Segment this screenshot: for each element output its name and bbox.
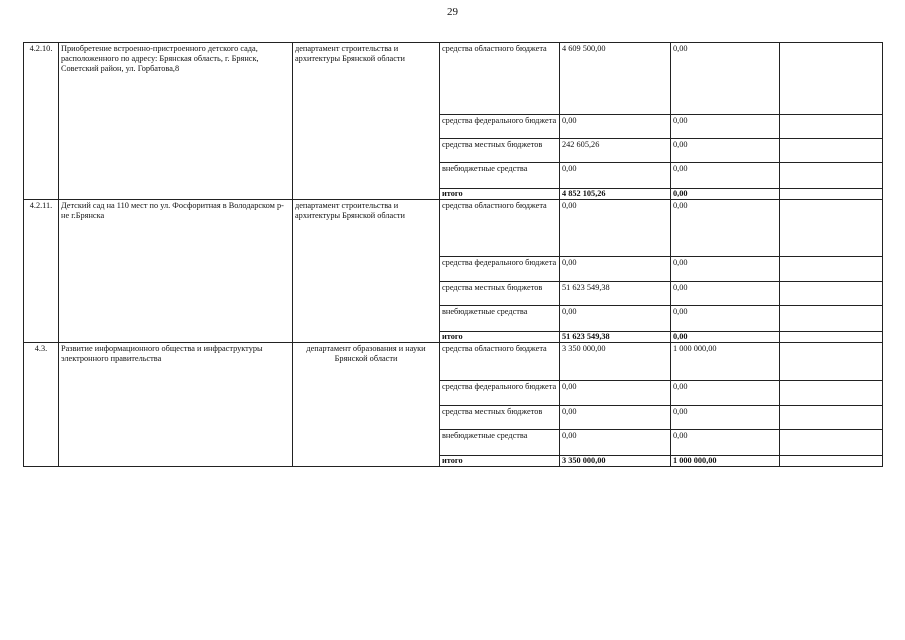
funding-source: итого [440,189,560,200]
amount-v3 [780,343,883,381]
item-name: Детский сад на 110 мест по ул. Фосфоритная в Володарском р-не г.Брянска [59,200,293,343]
amount-v1: 0,00 [560,306,671,332]
amount-v2: 1 000 000,00 [671,343,780,381]
amount-v1: 3 350 000,00 [560,456,671,467]
item-number: 4.2.10. [24,43,59,200]
amount-v2: 0,00 [671,257,780,282]
item-executor: департамент строительства и архитектуры Брянской области [293,200,440,343]
funding-source: средства областного бюджета [440,43,560,115]
budget-table [23,42,883,467]
amount-v2: 0,00 [671,189,780,200]
item-name: Приобретение встроенно-пристроенного детского сада, расположенного по адресу: Брянская область, г. Брянск, Советский район, ул. Горбатова,8 [59,43,293,200]
amount-v2: 0,00 [671,200,780,257]
table-row [24,43,883,115]
amount-v3 [780,189,883,200]
item-executor: департамент образования и науки Брянской области [293,343,440,467]
amount-v2: 0,00 [671,282,780,306]
funding-source: итого [440,332,560,343]
amount-v3 [780,257,883,282]
amount-v1: 4 609 500,00 [560,43,671,115]
page-number: 29 [447,6,458,18]
funding-source: средства местных бюджетов [440,139,560,163]
amount-v1: 242 605,26 [560,139,671,163]
amount-v1: 51 623 549,38 [560,282,671,306]
amount-v2: 0,00 [671,306,780,332]
funding-source: средства местных бюджетов [440,282,560,306]
table-row [24,200,883,257]
funding-source: средства областного бюджета [440,200,560,257]
amount-v1: 0,00 [560,115,671,139]
amount-v1: 51 623 549,38 [560,332,671,343]
amount-v3 [780,306,883,332]
funding-source: внебюджетные средства [440,306,560,332]
item-number: 4.2.11. [24,200,59,343]
amount-v3 [780,456,883,467]
amount-v2: 0,00 [671,115,780,139]
funding-source: средства федерального бюджета [440,381,560,406]
amount-v3 [780,332,883,343]
item-number: 4.3. [24,343,59,467]
amount-v2: 0,00 [671,332,780,343]
item-name: Развитие информационного общества и инфраструктуры электронного правительства [59,343,293,467]
amount-v3 [780,406,883,430]
table-row [24,343,883,381]
amount-v1: 3 350 000,00 [560,343,671,381]
amount-v3 [780,430,883,456]
amount-v3 [780,200,883,257]
funding-source: внебюджетные средства [440,163,560,189]
amount-v1: 0,00 [560,163,671,189]
funding-source: средства областного бюджета [440,343,560,381]
funding-source: итого [440,456,560,467]
funding-source: средства федерального бюджета [440,257,560,282]
amount-v1: 0,00 [560,430,671,456]
amount-v1: 0,00 [560,406,671,430]
funding-source: средства местных бюджетов [440,406,560,430]
amount-v3 [780,381,883,406]
funding-source: средства федерального бюджета [440,115,560,139]
amount-v2: 0,00 [671,381,780,406]
amount-v2: 1 000 000,00 [671,456,780,467]
amount-v2: 0,00 [671,406,780,430]
amount-v3 [780,282,883,306]
amount-v2: 0,00 [671,139,780,163]
amount-v3 [780,43,883,115]
amount-v1: 4 852 105,26 [560,189,671,200]
amount-v2: 0,00 [671,430,780,456]
amount-v3 [780,163,883,189]
amount-v1: 0,00 [560,200,671,257]
amount-v1: 0,00 [560,381,671,406]
amount-v1: 0,00 [560,257,671,282]
item-executor: департамент строительства и архитектуры Брянской области [293,43,440,200]
amount-v3 [780,139,883,163]
amount-v2: 0,00 [671,163,780,189]
amount-v3 [780,115,883,139]
funding-source: внебюджетные средства [440,430,560,456]
amount-v2: 0,00 [671,43,780,115]
